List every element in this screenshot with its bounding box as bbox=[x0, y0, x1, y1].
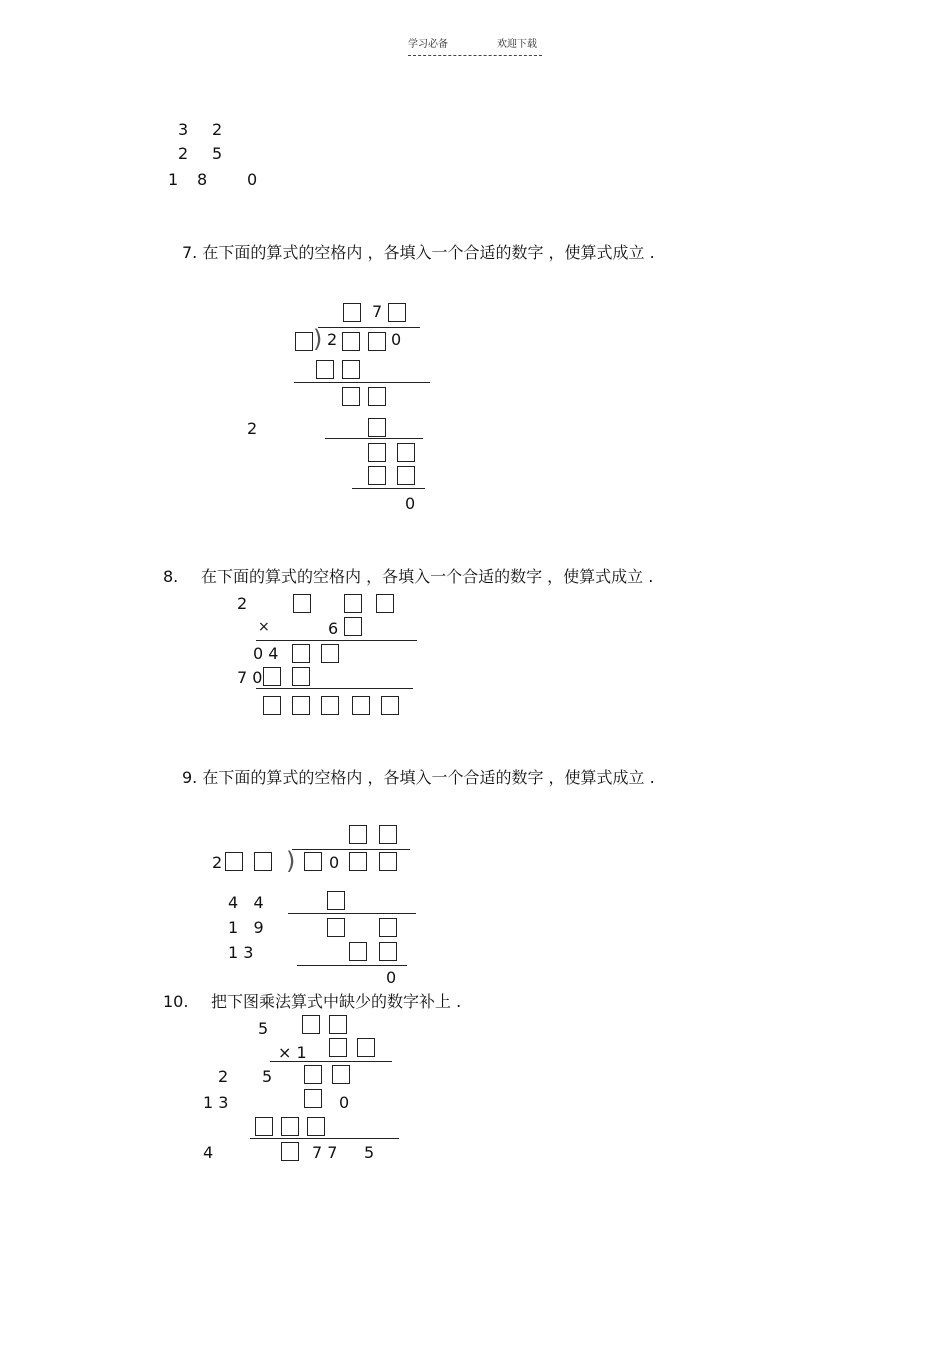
top-digit: 2 bbox=[178, 144, 189, 163]
q7-rule bbox=[352, 488, 425, 489]
q10-rule bbox=[250, 1138, 399, 1139]
header-left: 学习必备 bbox=[408, 39, 448, 50]
q7-division-bracket: ) bbox=[313, 325, 323, 353]
answer-box[interactable] bbox=[295, 332, 313, 351]
question-8-text: 在下面的算式的空格内 ，各填入一个合适的数字 ，使算式成立 . bbox=[201, 567, 654, 586]
q7-quotient-digit: 7 bbox=[372, 302, 383, 321]
header-right: 欢迎下载 bbox=[497, 39, 537, 50]
q9-rule bbox=[297, 965, 407, 966]
answer-box[interactable] bbox=[304, 1065, 322, 1084]
q10-partial-digit: 0 bbox=[339, 1093, 350, 1112]
answer-box[interactable] bbox=[381, 696, 399, 715]
answer-box[interactable] bbox=[281, 1117, 299, 1136]
answer-box[interactable] bbox=[368, 387, 386, 406]
answer-box[interactable] bbox=[379, 918, 397, 937]
q7-division-bar bbox=[318, 327, 420, 328]
top-digit: 8 bbox=[197, 170, 208, 189]
q9-remainder: 0 bbox=[386, 968, 397, 987]
answer-box[interactable] bbox=[344, 594, 362, 613]
q9-rule bbox=[288, 913, 416, 914]
answer-box[interactable] bbox=[304, 852, 322, 871]
answer-box[interactable] bbox=[368, 332, 386, 351]
q10-result-digits: 7 7 bbox=[312, 1143, 338, 1162]
q8-partial-digits: 7 0 bbox=[237, 668, 263, 687]
q10-rule bbox=[270, 1061, 392, 1062]
answer-box[interactable] bbox=[344, 617, 362, 636]
answer-box[interactable] bbox=[293, 594, 311, 613]
answer-box[interactable] bbox=[376, 594, 394, 613]
answer-box[interactable] bbox=[263, 667, 281, 686]
q8-multiplicand-digit: 2 bbox=[237, 594, 248, 613]
q7-rule bbox=[325, 438, 423, 439]
q10-partial-digits: 1 3 bbox=[203, 1093, 229, 1112]
answer-box[interactable] bbox=[281, 1142, 299, 1161]
answer-box[interactable] bbox=[397, 443, 415, 462]
answer-box[interactable] bbox=[307, 1117, 325, 1136]
q9-division-bracket: ) bbox=[286, 847, 296, 875]
question-10-number: 10. bbox=[163, 992, 189, 1011]
answer-box[interactable] bbox=[379, 942, 397, 961]
q7-dividend-digit: 2 bbox=[327, 330, 338, 349]
header-divider bbox=[408, 55, 542, 56]
q10-multiplicand-digit: 5 bbox=[258, 1019, 269, 1038]
q9-dividend-digit: 0 bbox=[329, 853, 340, 872]
answer-box[interactable] bbox=[255, 1117, 273, 1136]
q9-side-digits: 4 4 bbox=[228, 893, 264, 912]
q8-times-sign: × bbox=[258, 619, 270, 635]
q7-side-digit: 2 bbox=[247, 419, 258, 438]
q10-partial-digit: 5 bbox=[262, 1067, 273, 1086]
answer-box[interactable] bbox=[329, 1015, 347, 1034]
answer-box[interactable] bbox=[327, 891, 345, 910]
answer-box[interactable] bbox=[254, 852, 272, 871]
q7-remainder: 0 bbox=[405, 494, 416, 513]
q8-rule bbox=[256, 688, 413, 689]
top-digit: 2 bbox=[212, 120, 223, 139]
answer-box[interactable] bbox=[397, 466, 415, 485]
q7-dividend-digit: 0 bbox=[391, 330, 402, 349]
question-9-text: 9. 在下面的算式的空格内 ，各填入一个合适的数字 ，使算式成立 . bbox=[182, 768, 655, 787]
answer-box[interactable] bbox=[368, 466, 386, 485]
q10-partial-digit: 2 bbox=[218, 1067, 229, 1086]
answer-box[interactable] bbox=[292, 644, 310, 663]
answer-box[interactable] bbox=[304, 1089, 322, 1108]
answer-box[interactable] bbox=[292, 667, 310, 686]
answer-box[interactable] bbox=[368, 418, 386, 437]
top-digit: 5 bbox=[212, 144, 223, 163]
q10-result-digit: 4 bbox=[203, 1143, 214, 1162]
answer-box[interactable] bbox=[388, 303, 406, 322]
question-7-text: 7. 在下面的算式的空格内 ，各填入一个合适的数字 ，使算式成立 . bbox=[182, 243, 655, 262]
answer-box[interactable] bbox=[379, 852, 397, 871]
top-digit: 1 bbox=[168, 170, 179, 189]
answer-box[interactable] bbox=[342, 387, 360, 406]
top-digit: 3 bbox=[178, 120, 189, 139]
answer-box[interactable] bbox=[349, 825, 367, 844]
answer-box[interactable] bbox=[342, 360, 360, 379]
top-digit: 0 bbox=[247, 170, 258, 189]
q9-divisor-digit: 2 bbox=[212, 853, 223, 872]
answer-box[interactable] bbox=[357, 1038, 375, 1057]
q10-multiplier: × 1 bbox=[278, 1043, 307, 1062]
answer-box[interactable] bbox=[302, 1015, 320, 1034]
answer-box[interactable] bbox=[263, 696, 281, 715]
answer-box[interactable] bbox=[349, 942, 367, 961]
answer-box[interactable] bbox=[352, 696, 370, 715]
question-8-number: 8. bbox=[163, 567, 179, 586]
q9-side-digits: 1 3 bbox=[228, 943, 254, 962]
question-10-text: 把下图乘法算式中缺少的数字补上 . bbox=[211, 992, 462, 1011]
answer-box[interactable] bbox=[342, 332, 360, 351]
answer-box[interactable] bbox=[321, 644, 339, 663]
answer-box[interactable] bbox=[332, 1065, 350, 1084]
answer-box[interactable] bbox=[329, 1038, 347, 1057]
answer-box[interactable] bbox=[343, 303, 361, 322]
q7-rule bbox=[294, 382, 430, 383]
answer-box[interactable] bbox=[292, 696, 310, 715]
q10-result-digit: 5 bbox=[364, 1143, 375, 1162]
answer-box[interactable] bbox=[368, 443, 386, 462]
answer-box[interactable] bbox=[316, 360, 334, 379]
answer-box[interactable] bbox=[321, 696, 339, 715]
q8-rule bbox=[256, 640, 417, 641]
q8-partial-digits: 0 4 bbox=[253, 644, 279, 663]
answer-box[interactable] bbox=[225, 852, 243, 871]
q9-side-digits: 1 9 bbox=[228, 918, 264, 937]
answer-box[interactable] bbox=[327, 918, 345, 937]
answer-box[interactable] bbox=[349, 852, 367, 871]
q8-multiplier-digit: 6 bbox=[328, 619, 339, 638]
q9-division-bar bbox=[292, 849, 410, 850]
answer-box[interactable] bbox=[379, 825, 397, 844]
